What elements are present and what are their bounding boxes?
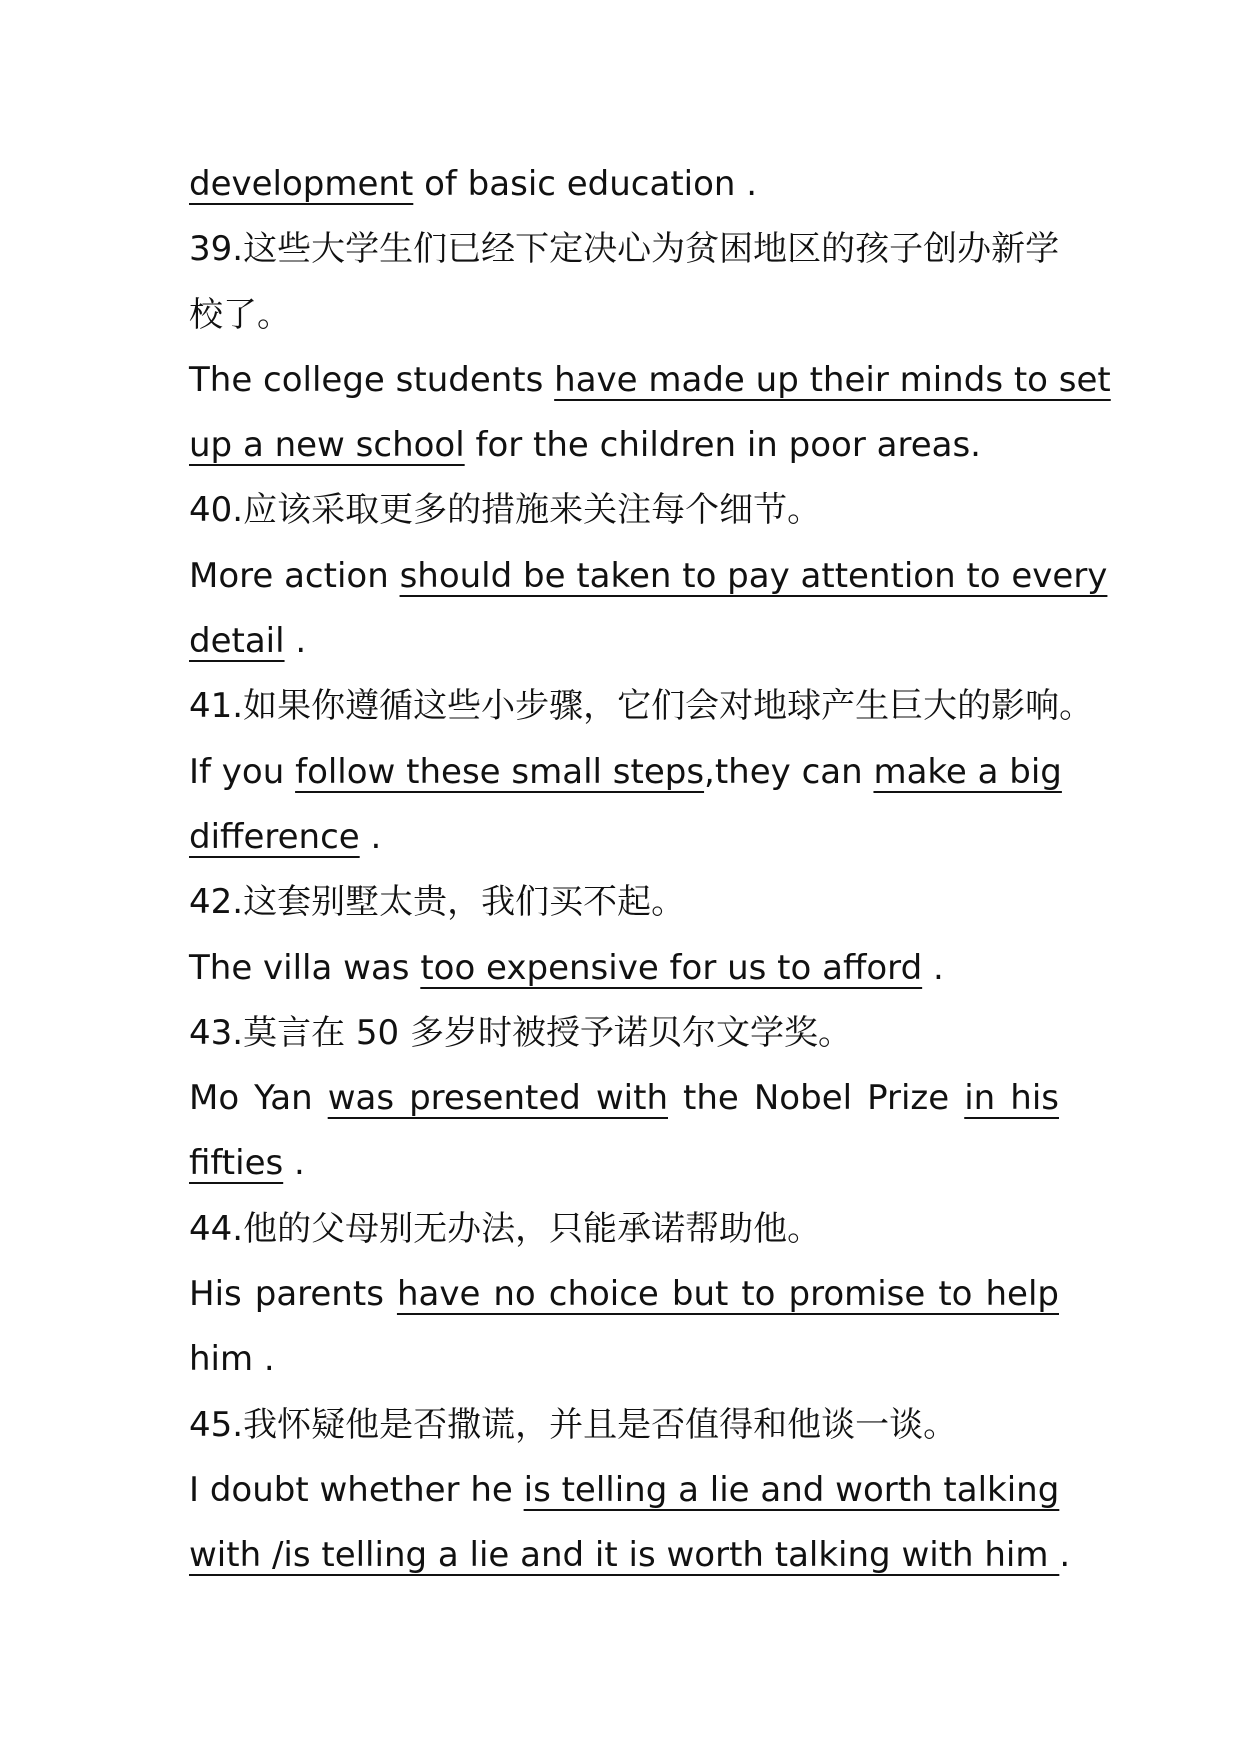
answer-blank-text: is telling a lie and worth talking: [523, 1469, 1060, 1510]
sentence-text: 44.他的父母别无办法，只能承诺帮助他。: [189, 1208, 822, 1249]
english-sentence-line: [189, 609, 1059, 674]
answer-blank-text: should be taken to pay attention to every: [399, 555, 1108, 596]
answer-blank-text: detail: [189, 621, 285, 662]
sentence-text: 43.莫言在 50 多岁时被授予诺贝尔文学奖。: [189, 1012, 852, 1053]
english-sentence-line: [189, 936, 1059, 1001]
chinese-sentence-line: [189, 674, 1094, 739]
sentence-text: 45.我怀疑他是否撒谎，并且是否值得和他谈一谈。: [189, 1404, 958, 1445]
document-body: [189, 152, 1111, 1589]
sentence-text: .: [1059, 1535, 1071, 1576]
sentence-text: 41.如果你遵循这些小步骤，它们会对地球产生巨大的影响。: [189, 686, 1094, 727]
answer-blank-text: in his: [964, 1078, 1059, 1119]
sentence-text: 校了。: [189, 294, 291, 335]
sentence-text: .: [283, 1143, 305, 1184]
chinese-sentence-line: [189, 478, 1059, 543]
sentence-text: for the children in poor areas.: [464, 425, 981, 466]
sentence-text: ,they can: [704, 751, 874, 792]
answer-blank-text: with /is telling a lie and it is worth talking with him: [189, 1535, 1060, 1576]
answer-blank-text: make a big: [873, 751, 1062, 792]
chinese-sentence-line: [189, 283, 1059, 348]
sentence-text: .: [922, 947, 944, 988]
english-sentence-line: [189, 1458, 1059, 1523]
sentence-text: the Nobel Prize: [668, 1078, 965, 1119]
sentence-text: 40.应该采取更多的措施来关注每个细节。: [189, 490, 822, 531]
english-sentence-line: [189, 348, 1111, 413]
english-sentence-line: [189, 544, 1108, 609]
english-sentence-line: [189, 1131, 1059, 1196]
answer-blank-text: have made up their minds to set: [554, 359, 1111, 400]
answer-blank-text: was presented with: [327, 1078, 668, 1119]
answer-blank-text: fifties: [189, 1143, 284, 1184]
answer-blank-text: up a new school: [189, 425, 465, 466]
answer-blank-text: follow these small steps: [295, 751, 705, 792]
sentence-text: I doubt whether he: [189, 1469, 524, 1510]
sentence-text: .: [359, 816, 382, 857]
answer-blank-text: have no choice but to promise to help: [396, 1274, 1059, 1315]
chinese-sentence-line: [189, 1393, 1059, 1458]
english-sentence-line: [189, 1066, 1059, 1131]
sentence-text: The villa was: [189, 947, 421, 988]
english-sentence-line: [189, 1523, 1071, 1588]
english-sentence-line: [189, 805, 1059, 870]
english-sentence-line: [189, 1262, 1059, 1327]
english-sentence-line: [189, 152, 1059, 217]
english-sentence-line: [189, 413, 1059, 478]
sentence-text: His parents: [189, 1274, 397, 1315]
sentence-text: If you: [189, 751, 296, 792]
answer-blank-text: too expensive for us to afford: [420, 947, 923, 988]
sentence-text: of basic education .: [413, 164, 758, 204]
sentence-text: Mo Yan: [189, 1078, 328, 1119]
sentence-text: 42.这套别墅太贵，我们买不起。: [189, 882, 686, 923]
answer-blank-text: difference: [189, 816, 360, 857]
sentence-text: 39.这些大学生们已经下定决心为贫困地区的孩子创办新学: [189, 229, 1060, 270]
chinese-sentence-line: [189, 1001, 1059, 1066]
sentence-text: More action: [189, 555, 400, 596]
chinese-sentence-line: [189, 870, 1059, 935]
english-sentence-line: [189, 1327, 1059, 1392]
chinese-sentence-line: [189, 217, 1059, 282]
sentence-text: him .: [189, 1339, 275, 1380]
sentence-text: .: [284, 621, 307, 662]
answer-blank-text: development: [189, 164, 414, 204]
chinese-sentence-line: [189, 1197, 1059, 1262]
sentence-text: The college students: [189, 359, 555, 400]
english-sentence-line: [189, 740, 1062, 805]
